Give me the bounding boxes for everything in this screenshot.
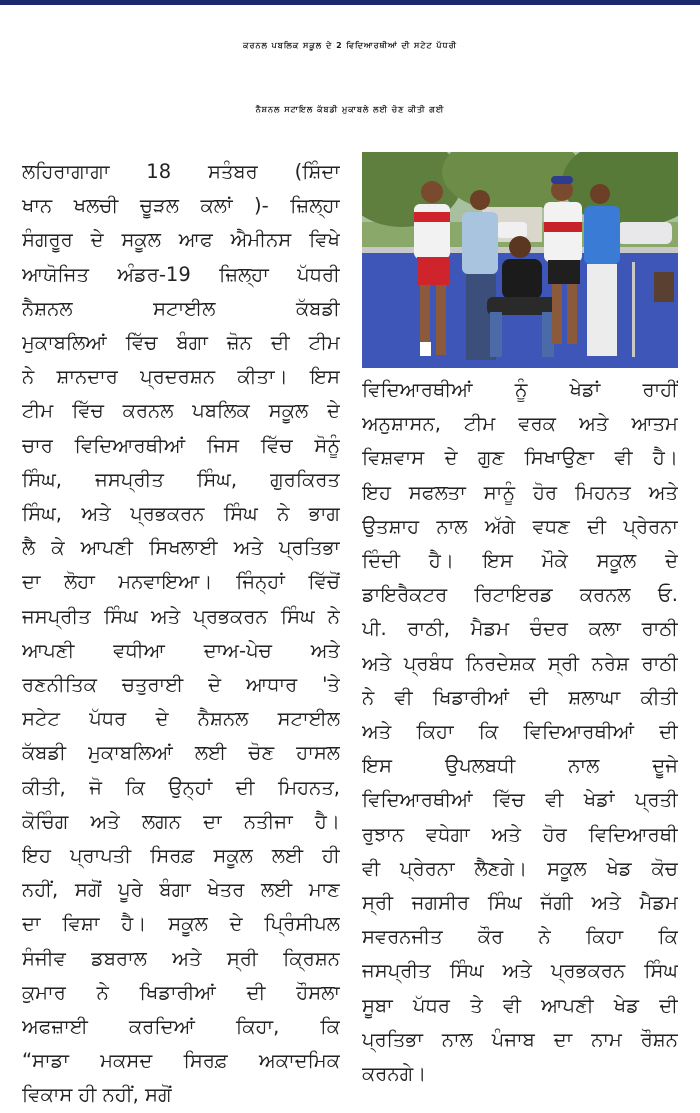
article-right-line: ਜਸਪ੍ਰੀਤ ਸਿੰਘ ਅਤੇ ਪ੍ਰਭਕਰਨ ਸਿੰਘ	[362, 959, 678, 983]
article-left-line: ਸਿੰਘ, ਅਤੇ ਪ੍ਰਭਕਰਨ ਸਿੰਘ ਨੇ ਭਾਗ	[22, 502, 340, 526]
article-right-line: ਡਾਇਰੈਕਟਰ ਰਿਟਾਇਰਡ ਕਰਨਲ ਓ.	[362, 583, 678, 607]
article-left-line: ਕੋਚਿੰਗ ਅਤੇ ਲਗਨ ਦਾ ਨਤੀਜਾ ਹੈ।	[22, 809, 340, 833]
article-right-line: ਅਤੇ ਕਿਹਾ ਕਿ ਵਿਦਿਆਰਥੀਆਂ ਦੀ	[362, 720, 678, 744]
article-left-line: ਨਹੀਂ, ਸਗੋਂ ਪੂਰੇ ਬੰਗਾ ਖੇਤਰ ਲਈ ਮਾਣ	[22, 878, 340, 902]
article-left-line: ਸੰਜੀਵ ਡਬਰਾਲ ਅਤੇ ਸ੍ਰੀ ਕ੍ਰਿਸ਼ਨ	[22, 946, 340, 970]
article-right-line: ਇਸ ਉਪਲਬਧੀ ਨਾਲ ਦੂਜੇ	[362, 754, 678, 778]
article-left-line: ਕੀਤੀ, ਜੋ ਕਿ ਉਨ੍ਹਾਂ ਦੀ ਮਿਹਨਤ,	[22, 775, 340, 799]
article-left-line: ਆਯੋਜਿਤ ਅੰਡਰ-19 ਜ਼ਿਲ੍ਹਾ ਪੱਧਰੀ	[22, 262, 340, 286]
article-left-line: ਲੈ ਕੇ ਆਪਣੀ ਸਿਖਲਾਈ ਅਤੇ ਪ੍ਰਤਿਭਾ	[22, 536, 340, 560]
article-right-line: ਸਵਰਨਜੀਤ ਕੌਰ ਨੇ ਕਿਹਾ ਕਿ	[362, 925, 678, 949]
article-left-line: ਕੱਬਡੀ ਮੁਕਾਬਲਿਆਂ ਲਈ ਚੋਣ ਹਾਸਲ	[22, 741, 340, 765]
article-right-line: ਵਿਦਿਆਰਥੀਆਂ ਨੂੰ ਖੇਡਾਂ ਰਾਹੀਂ	[362, 378, 678, 401]
article-right-line: ਸ੍ਰੀ ਜਗਸੀਰ ਸਿੰਘ ਜੱਗੀ ਅਤੇ ਮੈਡਮ	[362, 891, 678, 915]
article-left-line: ਨੇ ਸ਼ਾਨਦਾਰ ਪ੍ਰਦਰਸ਼ਨ ਕੀਤਾ। ਇਸ	[22, 365, 340, 389]
article-left-line: ਸਿੰਘ, ਜਸਪ੍ਰੀਤ ਸਿੰਘ, ਗੁਰਕਿਰਤ	[22, 467, 340, 491]
article-left-line: ਆਪਣੀ ਵਧੀਆ ਦਾਅ-ਪੇਚ ਅਤੇ	[22, 638, 340, 662]
article-right-line: ਰੁਝਾਨ ਵਧੇਗਾ ਅਤੇ ਹੋਰ ਵਿਦਿਆਰਥੀ	[362, 822, 678, 846]
article-left-line: ਖਾਨ ਖਲਚੀ ਚੂੜਲ ਕਲਾਂ )- ਜ਼ਿਲ੍ਹਾ	[22, 194, 340, 218]
article-right-line: ਦਿੰਦੀ ਹੈ। ਇਸ ਮੌਕੇ ਸਕੂਲ ਦੇ	[362, 549, 678, 573]
article-left-line: “ਸਾਡਾ ਮਕਸਦ ਸਿਰਫ਼ ਅਕਾਦਮਿਕ	[22, 1049, 340, 1073]
article-right-line: ਨੇ ਵੀ ਖਿਡਾਰੀਆਂ ਦੀ ਸ਼ਲਾਘਾ ਕੀਤੀ	[362, 685, 678, 709]
article-left-line: ਨੈਸ਼ਨਲ ਸਟਾਈਲ ਕੱਬਡੀ	[22, 296, 340, 320]
article-left-line: ਅਫਜ਼ਾਈ ਕਰਦਿਆਂ ਕਿਹਾ, ਕਿ	[22, 1015, 340, 1039]
article-left-line: ਚਾਰ ਵਿਦਿਆਰਥੀਆਂ ਜਿਸ ਵਿੱਚ ਸੋਨੂੰ	[22, 433, 340, 457]
article-right-line: ਵੀ ਪ੍ਰੇਰਨਾ ਲੈਣਗੇ। ਸਕੂਲ ਖੇਡ ਕੋਚ	[362, 856, 678, 880]
article-left-line: ਲਹਿਰਾਗਾਗਾ 18 ਸਤੰਬਰ (ਸ਼ਿੰਦਾ	[22, 160, 340, 183]
article-left-line: ਇਹ ਪ੍ਰਾਪਤੀ ਸਿਰਫ਼ ਸਕੂਲ ਲਈ ਹੀ	[22, 844, 340, 868]
article-left-line: ਜਸਪ੍ਰੀਤ ਸਿੰਘ ਅਤੇ ਪ੍ਰਭਕਰਨ ਸਿੰਘ ਨੇ	[22, 604, 340, 628]
article-left-line: ਦਾ ਲੋਹਾ ਮਨਵਾਇਆ। ਜਿੰਨ੍ਹਾਂ ਵਿੱਚੋਂ	[22, 570, 340, 594]
headline-line-2: ਨੈਸ਼ਨਲ ਸਟਾਇਲ ਕੱਬਡੀ ਮੁਕਾਬਲੇ ਲਈ ਚੋਣ ਕੀਤੀ ਗਈ	[255, 105, 445, 114]
article-left-line: ਮੁਕਾਬਲਿਆਂ ਵਿੱਚ ਬੰਗਾ ਜ਼ੋਨ ਦੀ ਟੀਮ	[22, 331, 340, 355]
article-column-left	[22, 155, 340, 1113]
article-right-line: ਕਰਨਗੇ।	[362, 1062, 427, 1086]
article-left-line: ਕੁਮਾਰ ਨੇ ਖਿਡਾਰੀਆਂ ਦੀ ਹੌਸਲਾ	[22, 980, 340, 1004]
article-left-line: ਸੰਗਰੂਰ ਦੇ ਸਕੂਲ ਆਫ ਐਮੀਨਸ ਵਿਖੇ	[22, 228, 340, 252]
article-left-line: ਟੀਮ ਵਿੱਚ ਕਰਨਲ ਪਬਲਿਕ ਸਕੂਲ ਦੇ	[22, 399, 340, 423]
article-right-line: ਉਤਸ਼ਾਹ ਨਾਲ ਅੱਗੇ ਵਧਣ ਦੀ ਪ੍ਰੇਰਨਾ	[362, 514, 678, 538]
article-right-line: ਇਹ ਸਫਲਤਾ ਸਾਨੂੰ ਹੋਰ ਮਿਹਨਤ ਅਤੇ	[362, 480, 678, 504]
article-left-line: ਵਿਕਾਸ ਹੀ ਨਹੀਂ, ਸਗੋਂ	[22, 1083, 172, 1107]
team-photo	[362, 152, 678, 368]
article-left-line: ਰਣਨੀਤਿਕ ਚਤੁਰਾਈ ਦੇ ਆਧਾਰ 'ਤੇ	[22, 673, 340, 697]
article-right-line: ਪੀ. ਰਾਠੀ, ਮੈਡਮ ਚੰਦਰ ਕਲਾ ਰਾਠੀ	[362, 617, 678, 641]
headline-line-1: ਕਰਨਲ ਪਬਲਿਕ ਸਕੂਲ ਦੇ 2 ਵਿਦਿਆਰਥੀਆਂ ਦੀ ਸਟੇਟ ਪੱਧਰੀ	[243, 41, 457, 50]
top-border-bar	[0, 0, 700, 5]
article-left-line: ਸਟੇਟ ਪੱਧਰ ਦੇ ਨੈਸ਼ਨਲ ਸਟਾਈਲ	[22, 707, 340, 731]
article-right-line: ਅਤੇ ਪ੍ਰਬੰਧ ਨਿਰਦੇਸ਼ਕ ਸ੍ਰੀ ਨਰੇਸ਼ ਰਾਠੀ	[362, 651, 678, 675]
article-left-line: ਦਾ ਵਿਸ਼ਾ ਹੈ। ਸਕੂਲ ਦੇ ਪ੍ਰਿੰਸੀਪਲ	[22, 912, 340, 936]
article-right-line: ਸੂਬਾ ਪੱਧਰ ਤੇ ਵੀ ਆਪਣੀ ਖੇਡ ਦੀ	[362, 993, 678, 1017]
article-right-line: ਵਿਸ਼ਵਾਸ ਦੇ ਗੁਣ ਸਿਖਾਉਣਾ ਵੀ ਹੈ।	[362, 446, 678, 470]
article-right-line: ਵਿਦਿਆਰਥੀਆਂ ਵਿੱਚ ਵੀ ਖੇਡਾਂ ਪ੍ਰਤੀ	[362, 788, 678, 812]
article-right-line: ਪ੍ਰਤਿਭਾ ਨਾਲ ਪੰਜਾਬ ਦਾ ਨਾਮ ਰੌਸ਼ਨ	[362, 1027, 678, 1051]
article-right-line: ਅਨੁਸ਼ਾਸਨ, ਟੀਮ ਵਰਕ ਅਤੇ ਆਤਮ	[362, 412, 678, 436]
article-column-right	[362, 373, 678, 1091]
